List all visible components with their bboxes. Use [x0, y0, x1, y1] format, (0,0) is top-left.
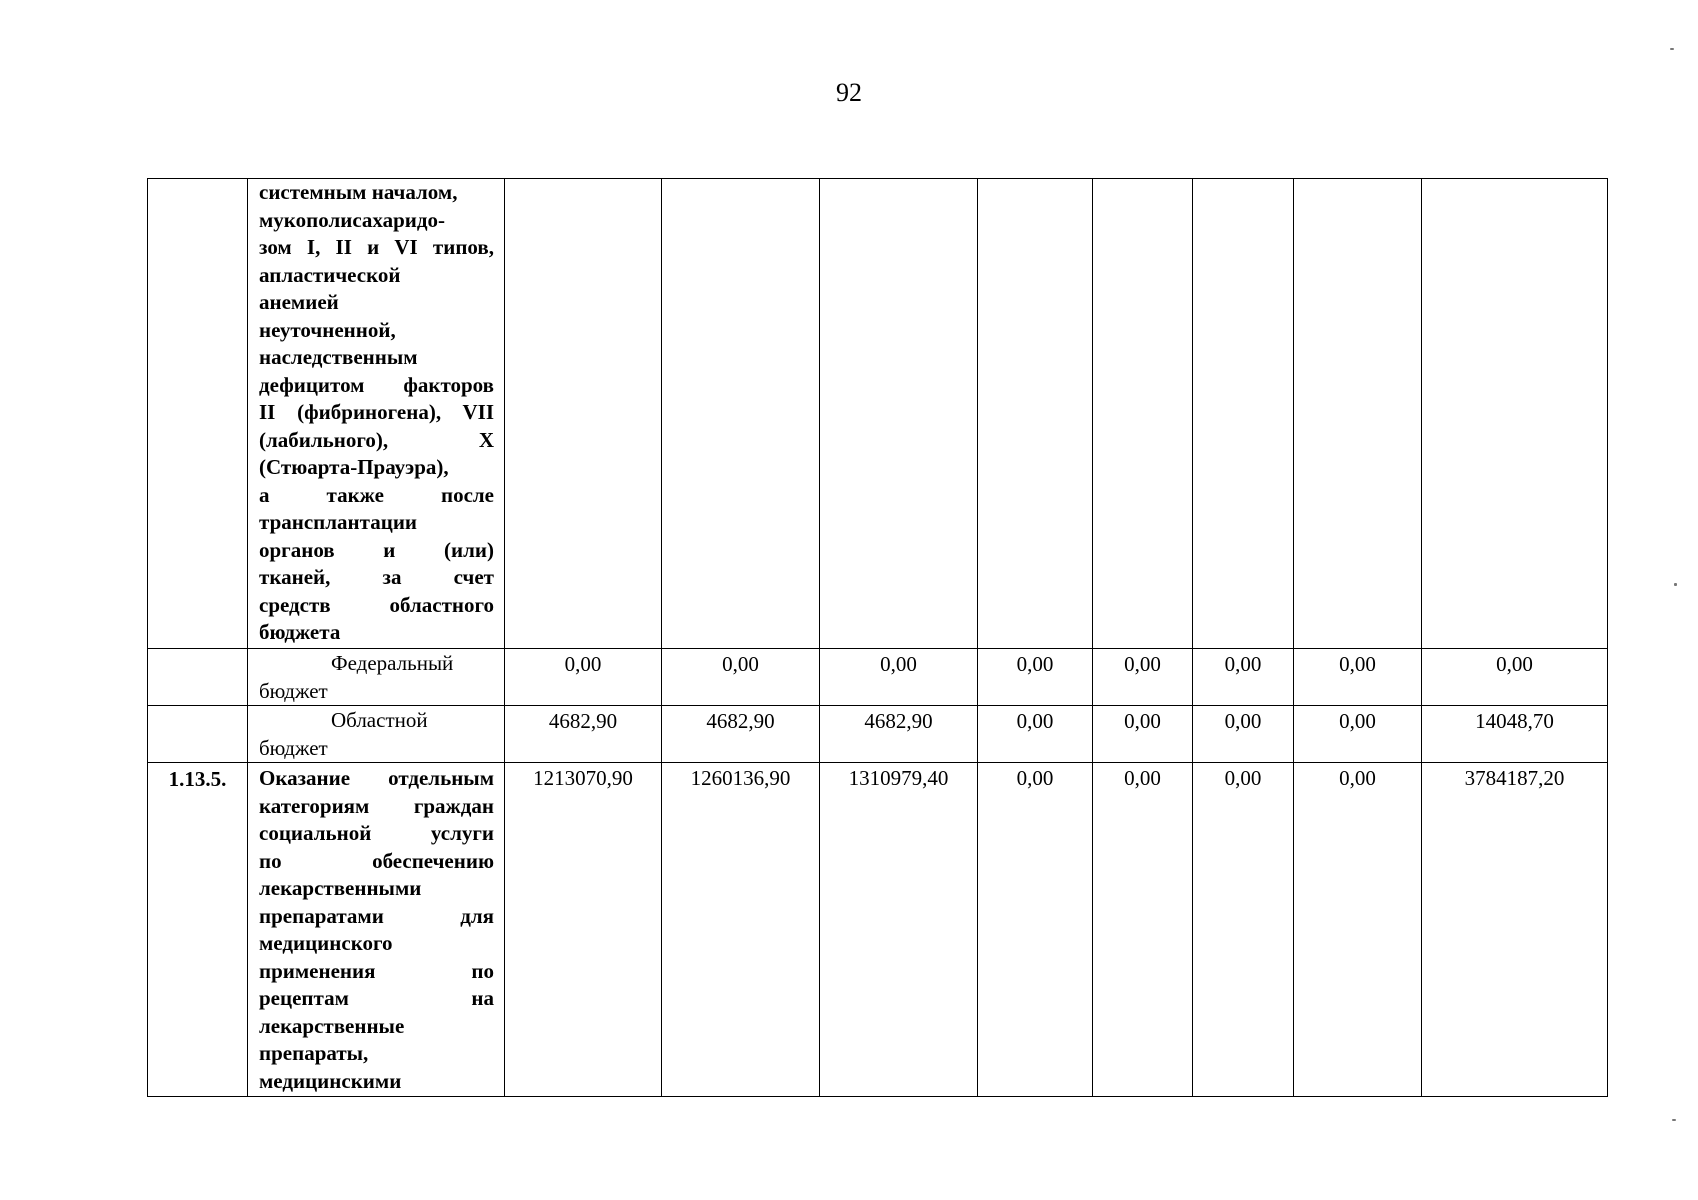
code-cell — [148, 706, 248, 763]
table-row-regional-budget — [148, 706, 1608, 763]
name-line: лекарственными — [259, 876, 422, 900]
name-line: системным началом, — [259, 180, 458, 204]
value-cell: 0,00 — [1193, 763, 1294, 1097]
value-cell: 4682,90 — [820, 706, 978, 763]
funding-source-label: Областной — [331, 708, 428, 732]
name-line: апластической — [259, 262, 401, 287]
name-line: мукополисахаридо- — [259, 207, 446, 232]
funding-source-cell — [248, 649, 505, 706]
value-cell: 0,00 — [1093, 706, 1193, 763]
name-line: рецептам на — [259, 986, 494, 1010]
value-cell: 0,00 — [1193, 706, 1294, 763]
name-line: по обеспечению — [259, 848, 494, 873]
value-cell — [1193, 179, 1294, 649]
item-name-cell — [248, 179, 505, 649]
value-cell: 0,00 — [978, 706, 1093, 763]
value-cell: 0,00 — [978, 649, 1093, 706]
value-cell: 4682,90 — [505, 706, 662, 763]
scan-speck — [1672, 1119, 1676, 1121]
value-cell: 0,00 — [1093, 649, 1193, 706]
name-line: дефицитом факторов — [259, 372, 494, 397]
scan-speck — [1674, 583, 1677, 586]
value-cell: 1213070,90 — [505, 763, 662, 1097]
value-cell: 1260136,90 — [662, 763, 820, 1097]
value-cell: 0,00 — [505, 649, 662, 706]
name-line: средств областного — [259, 592, 494, 617]
table-row-continuation — [148, 179, 1608, 649]
page-number: 92 — [836, 78, 862, 107]
funding-source-label-cont: бюджет — [259, 678, 328, 703]
value-cell — [505, 179, 662, 649]
value-cell: 1310979,40 — [820, 763, 978, 1097]
name-line: зом I, II и VI типов, — [259, 235, 494, 259]
value-cell: 0,00 — [978, 763, 1093, 1097]
value-cell: 0,00 — [820, 649, 978, 706]
name-line: лекарственные — [259, 1013, 405, 1038]
budget-table — [147, 178, 1608, 1097]
value-cell — [820, 179, 978, 649]
name-line: органов и (или) — [259, 537, 494, 562]
value-cell — [1294, 179, 1422, 649]
name-line: медицинского — [259, 931, 393, 955]
value-cell — [662, 179, 820, 649]
code-cell — [148, 179, 248, 649]
value-cell: 0,00 — [1294, 706, 1422, 763]
name-line: (Стюарта-Прауэра), — [259, 455, 449, 479]
code-cell — [148, 649, 248, 706]
table-row-federal-budget — [148, 649, 1608, 706]
value-cell — [1093, 179, 1193, 649]
value-cell: 0,00 — [1422, 649, 1608, 706]
name-line: бюджета — [259, 620, 341, 644]
funding-source-label: Федеральный — [331, 651, 454, 675]
item-code-cell: 1.13.5. — [148, 763, 248, 1097]
item-name-cell — [248, 763, 505, 1097]
value-cell: 0,00 — [1294, 649, 1422, 706]
value-cell: 4682,90 — [662, 706, 820, 763]
value-cell: 14048,70 — [1422, 706, 1608, 763]
name-line: неуточненной, — [259, 317, 396, 342]
funding-source-cell — [248, 706, 505, 763]
scan-speck — [1670, 48, 1674, 50]
name-line: тканей, за счет — [259, 565, 494, 589]
value-cell: 0,00 — [1193, 649, 1294, 706]
value-cell — [978, 179, 1093, 649]
name-line: (лабильного), X — [259, 427, 494, 452]
name-line: Оказание отдельным — [259, 766, 494, 790]
value-cell: 0,00 — [1093, 763, 1193, 1097]
value-cell: 0,00 — [1294, 763, 1422, 1097]
name-line: препаратами для — [259, 903, 494, 928]
value-cell: 3784187,20 — [1422, 763, 1608, 1097]
funding-source-label-cont: бюджет — [259, 735, 328, 760]
name-line: социальной услуги — [259, 821, 494, 845]
name-line: а также после — [259, 482, 494, 507]
name-line: медицинскими — [259, 1068, 402, 1093]
name-line: анемией — [259, 290, 339, 314]
value-cell — [1422, 179, 1608, 649]
name-line: применения по — [259, 958, 494, 983]
name-line: наследственным — [259, 345, 418, 369]
name-line: категориям граждан — [259, 793, 494, 818]
name-line: II (фибриногена), VII — [259, 400, 494, 424]
name-line: препараты, — [259, 1041, 369, 1065]
name-line: трансплантации — [259, 510, 418, 534]
table-row-item-1-13-5 — [148, 763, 1608, 1097]
value-cell: 0,00 — [662, 649, 820, 706]
